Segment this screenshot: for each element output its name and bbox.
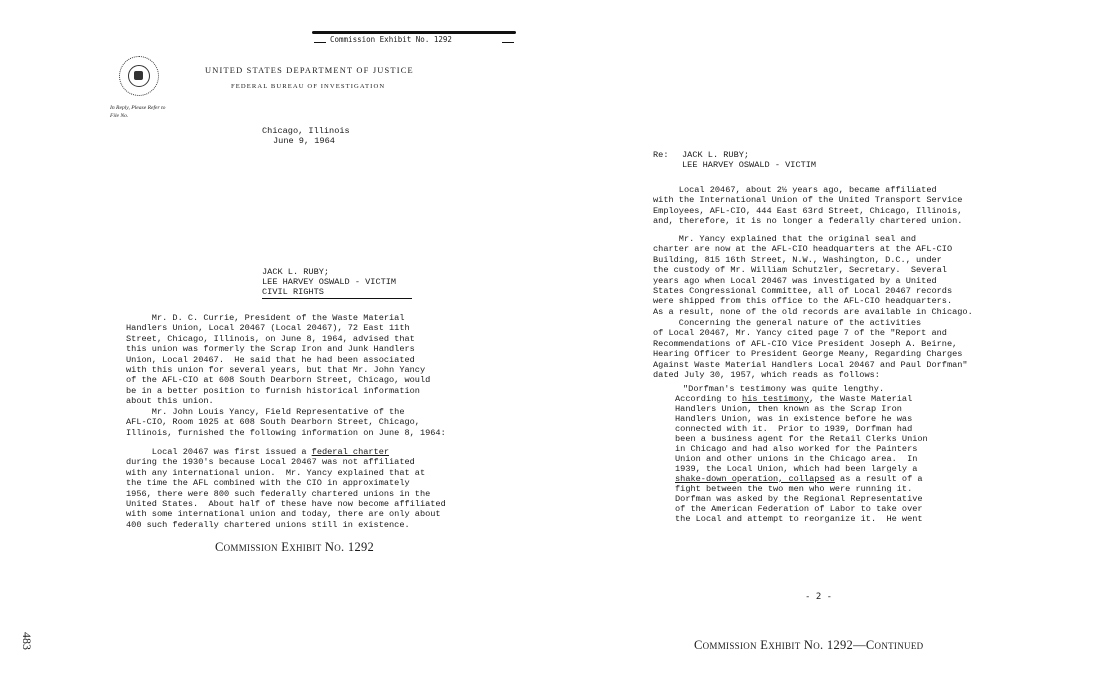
page-number: 483 xyxy=(20,632,34,650)
right-paragraph-1: Local 20467, about 2½ years ago, became affiliated with the International Union of the United Transport Service Employees, AFL-CIO, 444 East 63rd Street, Chicago, Illinois, and, therefore, it is no longer a federally chartered union. xyxy=(653,185,963,227)
quote-line: the Local and attempt to reorganize it. He went xyxy=(675,514,923,524)
quote-line: 1939, the Local Union, which had been largely a xyxy=(675,464,918,474)
right-caption xyxy=(694,638,923,653)
subject-line-1: JACK L. RUBY; xyxy=(262,267,330,277)
paragraph-2: Mr. John Louis Yancy, Field Representative of the AFL-CIO, Room 1025 at 608 South Dearborn Street, Chicago, Illinois, furnished the following information on June 8, 1964: xyxy=(126,407,446,438)
bureau-heading: FEDERAL BUREAU OF INVESTIGATION xyxy=(231,83,386,90)
place-line: Chicago, Illinois xyxy=(262,126,350,136)
federal-charter-underlined: federal charter xyxy=(311,447,390,457)
left-caption xyxy=(215,540,374,555)
stamp-dash-right xyxy=(502,42,514,43)
fbi-seal-icon xyxy=(119,56,159,96)
quote-line: Union and other unions in the Chicago area. In xyxy=(675,454,918,464)
quote-line: of the American Federation of Labor to take over xyxy=(675,504,923,514)
re-line-2: LEE HARVEY OSWALD - VICTIM xyxy=(682,160,817,170)
paragraph-3 xyxy=(126,447,446,530)
right-paragraph-2: Mr. Yancy explained that the original seal and charter are now at the AFL-CIO headquarters at the AFL-CIO Building, 815 16th Street, N.W., Washington, D.C., under the custody of Mr. William Schutzler, Secretary. Several years ago when Local 20467 was investigated by a United States Congressional Committee, all of Local 20467 records were shipped from this office to the AFL-CIO headquarters. As a result, none of the old records are available in Chicago. xyxy=(653,234,973,317)
re-line-1: JACK L. RUBY; xyxy=(682,150,750,160)
quote-line: Dorfman was asked by the Regional Representative xyxy=(675,494,923,504)
subject-line-2: LEE HARVEY OSWALD - VICTIM xyxy=(262,277,397,287)
quote-line: connected with it. Prior to 1939, Dorfman had xyxy=(675,424,913,434)
quote-line xyxy=(675,474,923,484)
paragraph-1: Mr. D. C. Currie, President of the Waste Material Handlers Union, Local 20467 (Local 20467), 72 East 11th Street, Chicago, Illinois, on June 8, 1964, advised that this union was formerly the Scrap Iron and Junk Handlers Union, Local 20467. He said that he had been associated with this union for several years, but that Mr. John Yancy of the AFL-CIO at 608 South Dearborn Street, Chicago, would be in a better position to furnish historical information about this union. xyxy=(126,313,431,407)
page-two-label: - 2 - xyxy=(805,592,833,602)
paragraph-3-start: Local 20467 was first issued a xyxy=(126,447,312,457)
right-page xyxy=(547,0,1094,691)
subject-underline xyxy=(262,298,412,299)
quote-line: Handlers Union, was in existence before he was xyxy=(675,414,913,424)
subject-line-3: CIVIL RIGHTS xyxy=(262,287,324,297)
quote-line-2-start: According to xyxy=(675,394,743,404)
quote-line: been a business agent for the Retail Clerks Union xyxy=(675,434,928,444)
stamp-bar xyxy=(312,31,516,34)
right-caption-text: Commission Exhibit No. 1292—Continued xyxy=(694,638,924,652)
exhibit-stamp-text: Commission Exhibit No. 1292 xyxy=(330,35,452,44)
quote-line xyxy=(675,394,912,404)
left-caption-text: Commission Exhibit No. 1292 xyxy=(215,540,375,554)
reply-note: In Reply, Please Refer to File No. xyxy=(110,105,166,119)
date-line: June 9, 1964 xyxy=(273,136,335,146)
quote-line-2-end: , the Waste Material xyxy=(809,394,913,404)
right-paragraph-3: Concerning the general nature of the activities of Local 20467, Mr. Yancy cited page 7 of the "Report and Recommendations of AFL-CIO Vice President Joseph A. Beirne, Hearing Officer to President George Meany, Regarding Charges Against Waste Material Handlers Local 20467 and Paul Dorfman" dated July 30, 1957, which reads as follows: xyxy=(653,318,968,381)
his-testimony-underlined: his testimony xyxy=(742,394,810,404)
quote-line: in Chicago and had also worked for the Painters xyxy=(675,444,918,454)
shake-down-underlined: shake-down operation, collapsed xyxy=(675,474,835,484)
re-label: Re: xyxy=(653,150,669,160)
stamp-dash-left xyxy=(314,42,326,43)
paragraph-3-rest: during the 1930's because Local 20467 was not affiliated with any international union. Mr. Yancy explained that at the time the AFL combined with the CIO in approximately 1956, there were 800 such federally chartered unions in the United States. About half of these have now become affiliated with some international union and today, there are only about 400 such federally chartered unions still in existence. xyxy=(126,457,446,530)
quote-line: Handlers Union, then known as the Scrap Iron xyxy=(675,404,902,414)
quote-line: "Dorfman's testimony was quite lengthy. xyxy=(683,384,885,394)
quote-line-10-end: as a result of a xyxy=(834,474,923,484)
seal-inner-ring xyxy=(128,65,150,87)
quote-line: fight between the two men who were running it. xyxy=(675,484,913,494)
department-heading: UNITED STATES DEPARTMENT OF JUSTICE xyxy=(205,66,414,75)
seal-core xyxy=(134,71,143,80)
exhibit-stamp xyxy=(312,28,516,48)
